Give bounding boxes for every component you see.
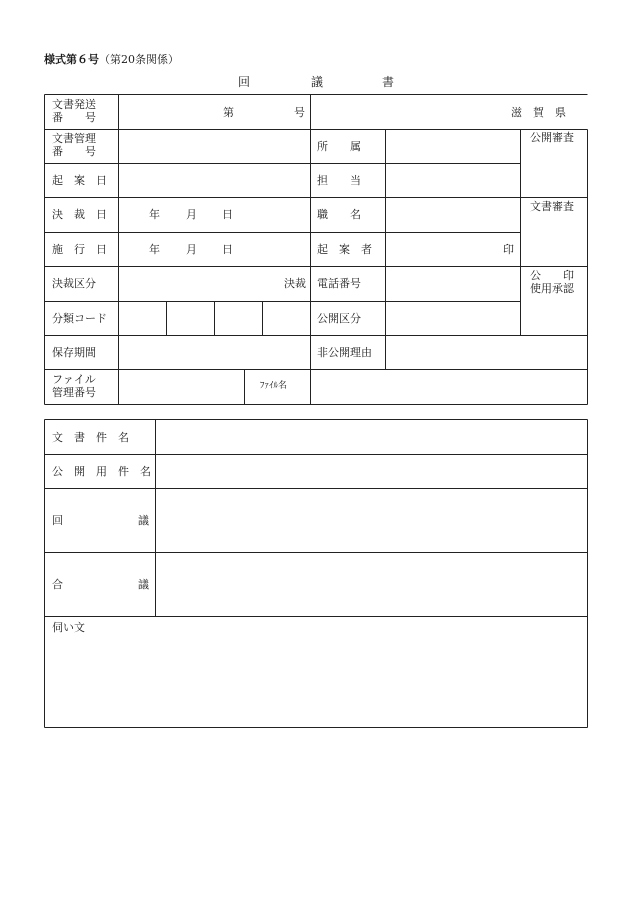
disclosure-category-label: 公開区分 [317,312,361,325]
retention-period-label: 保存期間 [52,346,96,359]
document-mgmt-number-line2: 番 号 [52,145,96,158]
in-charge-label: 担 当 [317,174,361,187]
drafter-label: 起 案 者 [317,243,372,256]
enforcement-year: 年 [149,243,160,256]
title-char-2: 議 [311,75,324,89]
phone-number-label: 電話番号 [317,277,361,290]
document-review-label: 文書審査 [530,200,574,213]
document-send-number-line2: 番 号 [52,111,96,124]
number-prefix: 第 [223,106,234,119]
seal-approval-label [530,269,578,295]
document-mgmt-number-label [52,132,112,158]
decision-day: 日 [222,208,233,221]
circulation-label-left: 回 [52,514,63,527]
decision-date-label: 決 裁 日 [52,208,107,221]
document-subject-label: 文 書 件 名 [52,431,129,444]
issuer-name: 滋 賀 県 [511,106,566,119]
decision-month: 月 [186,208,197,221]
enforcement-day: 日 [222,243,233,256]
decision-value: 決裁 [284,277,306,290]
file-mgmt-number-label [52,373,112,399]
document-mgmt-number-line1: 文書管理 [52,132,96,145]
affiliation-label: 所 属 [317,140,361,153]
form-number: 様式第６号 [44,53,99,66]
decision-year: 年 [149,208,160,221]
classification-code-label: 分類コード [52,312,107,325]
file-mgmt-number-line1: ファイル [52,373,96,386]
consultation-label-left: 合 [52,578,63,591]
title-char-1: 回 [238,75,251,89]
file-name-label: ﾌｧｲﾙ名 [260,381,288,391]
public-subject-label: 公 開 用 件 名 [52,465,151,478]
circulation-label-right: 議 [138,514,149,527]
title-char-3: 書 [382,75,395,89]
seal-approval-line1: 公 印 [530,269,574,282]
consultation-label-right: 議 [138,578,149,591]
seal-mark: 印 [503,243,514,256]
document-send-number-label [52,98,112,124]
enforcement-date-label: 施 行 日 [52,243,107,256]
draft-date-label: 起 案 日 [52,174,107,187]
job-title-label: 職 名 [317,208,361,221]
document-send-number-line1: 文書発送 [52,98,96,111]
enforcement-month: 月 [186,243,197,256]
form-reference: （第20条関係） [99,53,179,66]
inquiry-text-label: 伺い文 [52,621,85,634]
seal-approval-line2: 使用承認 [530,282,574,295]
number-suffix: 号 [294,106,305,119]
nondisclosure-reason-label: 非公開理由 [317,346,372,359]
public-review-label: 公開審査 [530,131,574,144]
decision-category-label: 決裁区分 [52,277,96,290]
file-mgmt-number-line2: 管理番号 [52,386,96,399]
